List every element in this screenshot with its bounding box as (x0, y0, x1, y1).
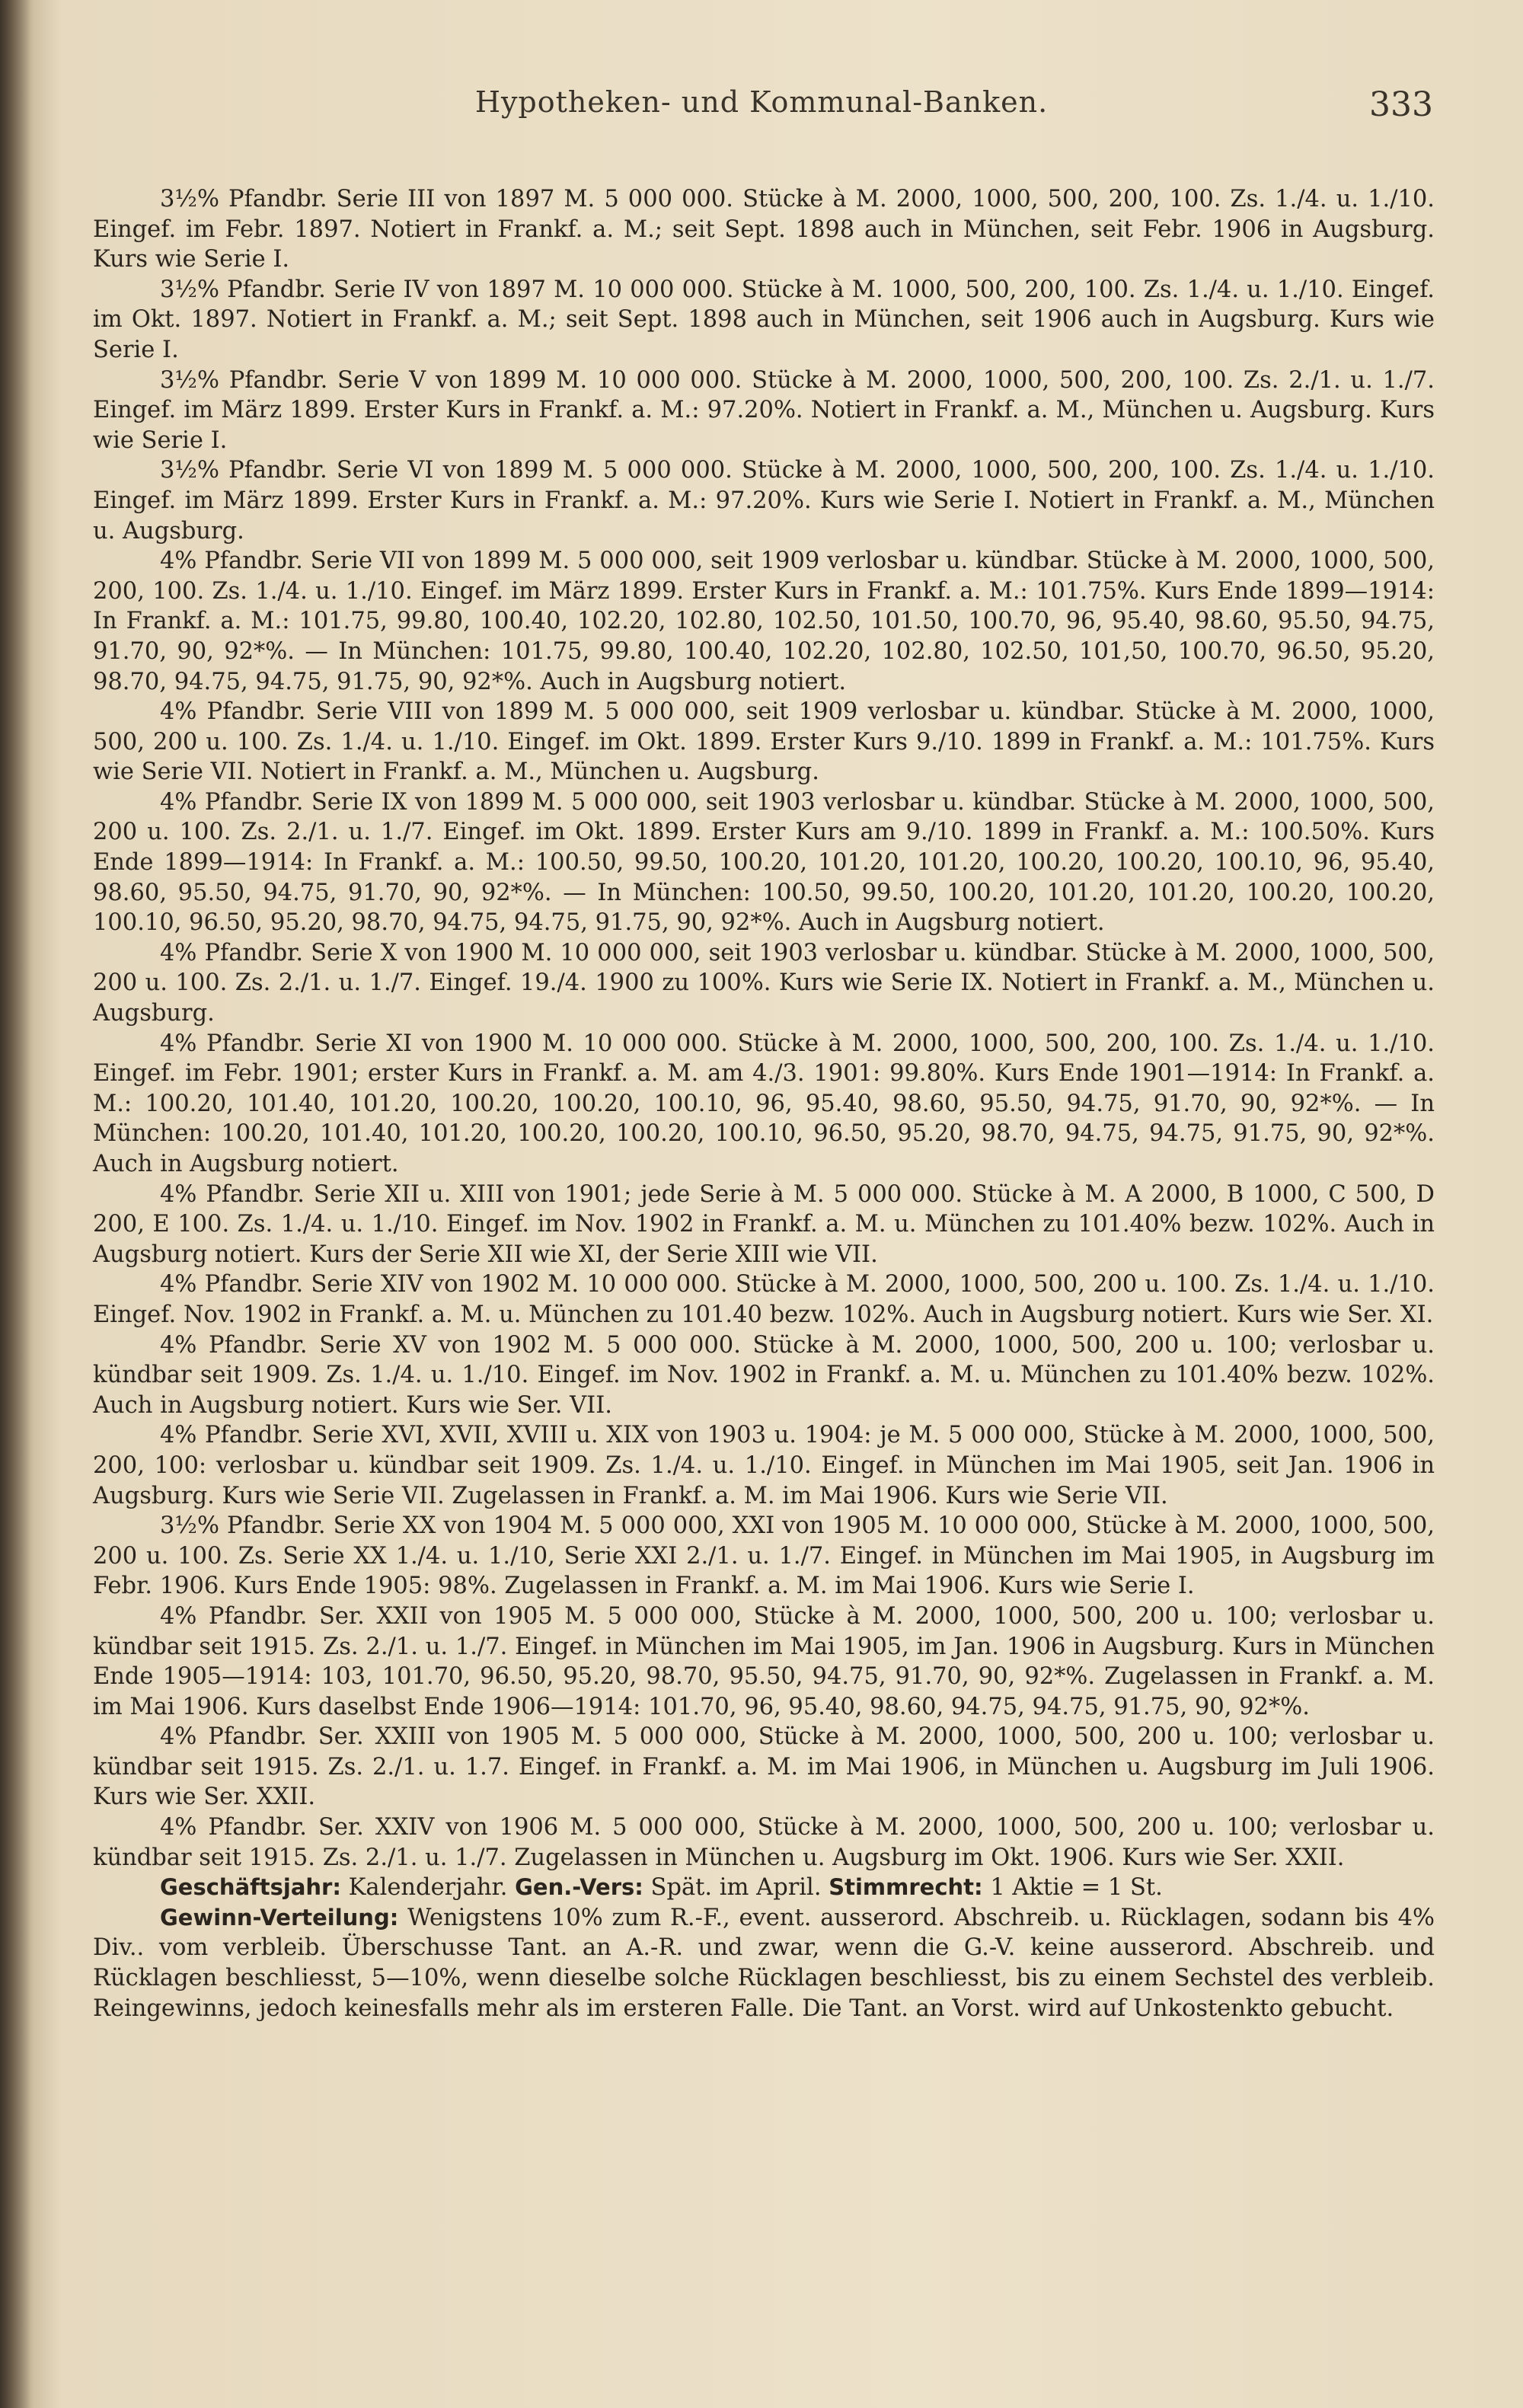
paragraph-serie-ix: 4% Pfandbr. Serie IX von 1899 M. 5 000 000, seit 1903 verlosbar u. kündbar. Stücke à M. 2000, 1000, 500, 200 u. 100. Zs. 2./1. u. 1./7. Eingef. im Okt. 1899. Erster Kurs am 9./10. 1899 in Frankf. a. M.: 100.50%. Kurs Ende 1899—1914: In Frankf. a. M.: 100.50, 99.50, 100.20, 101.20, 101.20, 100.20, 100.20, 100.10, 96, 95.40, 98.60, 95.50, 94.75, 91.70, 90, 92*%. — In München: 100.50, 99.50, 100.20, 101.20, 101.20, 100.20, 100.20, 100.10, 96.50, 95.20, 98.70, 94.75, 94.75, 91.75, 90, 92*%. Auch in Augsburg notiert. (93, 788, 1435, 937)
paragraph-serie-xvi-xix: 4% Pfandbr. Serie XVI, XVII, XVIII u. XIX von 1903 u. 1904: je M. 5 000 000, Stücke à M. 2000, 1000, 500, 200, 100: verlosbar u. kündbar seit 1909. Zs. 1./4. u. 1./10. Eingef. in München im Mai 1905, seit Jan. 1906 in Augsburg. Kurs wie Serie VII. Zugelassen in Frankf. a. M. im Mai 1906. Kurs wie Serie VII. (93, 1422, 1435, 1509)
paragraph-serie-xv: 4% Pfandbr. Serie XV von 1902 M. 5 000 000. Stücke à M. 2000, 1000, 500, 200 u. 100; verlosbar u. kündbar seit 1909. Zs. 1./4. u. 1./10. Eingef. im Nov. 1902 in Frankf. a. M. u. München zu 101.40% bezw. 102%. Auch in Augsburg notiert. Kurs wie Ser. VII. (93, 1331, 1435, 1419)
value-gewinn-verteilung: Wenigstens 10% zum R.-F., event. ausserord. Abschreib. u. Rücklagen, sodann bis 4% Div.. vom verbleib. Überschusse Tant. an A.-R. und zwar, wenn die G.-V. keine ausserord. Abschreib. und Rücklagen beschliesst, 5—10%, wenn dieselbe solche Rücklagen beschliesst, bis zu einem Sechstel des verbleib. Reingewinns, jedoch keinesfalls mehr als im ersteren Falle. Die Tant. an Vorst. wird auf Unkostenkto gebucht. (93, 1904, 1435, 2022)
running-title: Hypotheken- und Kommunal-Banken. (474, 85, 1049, 119)
page-header (0, 85, 1523, 139)
paragraph-serie-xii-xiii: 4% Pfandbr. Serie XII u. XIII von 1901; jede Serie à M. 5 000 000. Stücke à M. A 2000, B 1000, C 500, D 200, E 100. Zs. 1./4. u. 1./10. Eingef. im Nov. 1902 in Frankf. a. M. u. München zu 101.40% bezw. 102%. Auch in Augsburg notiert. Kurs der Serie XII wie XI, der Serie XIII wie VII. (93, 1180, 1435, 1268)
paragraph-serie-x: 4% Pfandbr. Serie X von 1900 M. 10 000 000, seit 1903 verlosbar u. kündbar. Stücke à M. 2000, 1000, 500, 200 u. 100. Zs. 2./1. u. 1./7. Eingef. 19./4. 1900 zu 100%. Kurs wie Serie IX. Notiert in Frankf. a. M., München u. Augsburg. (93, 939, 1435, 1027)
paragraph-serie-vi: 3½% Pfandbr. Serie VI von 1899 M. 5 000 000. Stücke à M. 2000, 1000, 500, 200, 100. Zs. 1./4. u. 1./10. Eingef. im März 1899. Erster Kurs in Frankf. a. M.: 97.20%. Kurs wie Serie I. Notiert in Frankf. a. M., München u. Augsburg. (93, 457, 1435, 545)
label-gewinn-verteilung: Gewinn-Verteilung: (160, 1904, 399, 1931)
value-stimmrecht: 1 Aktie = 1 St. (982, 1874, 1163, 1902)
paragraph-serie-xx-xxi: 3½% Pfandbr. Serie XX von 1904 M. 5 000 000, XXI von 1905 M. 10 000 000, Stücke à M. 2000, 1000, 500, 200 u. 100. Zs. Serie XX 1./4. u. 1./10, Serie XXI 2./1. u. 1./7. Eingef. in München im Mai 1905, in Augsburg im Febr. 1906. Kurs Ende 1905: 98%. Zugelassen in Frankf. a. M. im Mai 1906. Kurs wie Serie I. (93, 1512, 1435, 1600)
paragraph-serie-iv: 3½% Pfandbr. Serie IV von 1897 M. 10 000 000. Stücke à M. 1000, 500, 200, 100. Zs. 1./4. u. 1./10. Eingef. im Okt. 1897. Notiert in Frankf. a. M.; seit Sept. 1898 auch in München, seit 1906 auch in Augsburg. Kurs wie Serie I. (93, 276, 1435, 363)
value-geschaeftsjahr: Kalenderjahr. (340, 1874, 516, 1902)
binding-shadow (0, 0, 30, 2408)
paragraph-serie-xxiv: 4% Pfandbr. Ser. XXIV von 1906 M. 5 000 000, Stücke à M. 2000, 1000, 500, 200 u. 100; verlosbar u. kündbar seit 1915. Zs. 2./1. u. 1./7. Zugelassen in München u. Augsburg im Okt. 1906. Kurs wie Ser. XXII. (93, 1814, 1435, 1871)
paragraph-serie-viii: 4% Pfandbr. Serie VIII von 1899 M. 5 000 000, seit 1909 verlosbar u. kündbar. Stücke à M. 2000, 1000, 500, 200 u. 100. Zs. 1./4. u. 1./10. Eingef. im Okt. 1899. Erster Kurs 9./10. 1899 in Frankf. a. M.: 101.75%. Kurs wie Serie VII. Notiert in Frankf. a. M., München u. Augsburg. (93, 698, 1435, 786)
page-number: 333 (1369, 85, 1433, 124)
paragraph-serie-xi: 4% Pfandbr. Serie XI von 1900 M. 10 000 000. Stücke à M. 2000, 1000, 500, 200, 100. Zs. 1./4. u. 1./10. Eingef. im Febr. 1901; erster Kurs in Frankf. a. M. am 4./3. 1901: 99.80%. Kurs Ende 1901—1914: In Frankf. a. M.: 100.20, 101.40, 101.20, 100.20, 100.20, 100.10, 96, 95.40, 98.60, 95.50, 94.75, 91.70, 90, 92*%. — In München: 100.20, 101.40, 101.20, 100.20, 100.20, 100.10, 96.50, 95.20, 98.70, 94.75, 94.75, 91.75, 90, 92*%. Auch in Augsburg notiert. (93, 1030, 1435, 1177)
paragraph-serie-iii: 3½% Pfandbr. Serie III von 1897 M. 5 000 000. Stücke à M. 2000, 1000, 500, 200, 100. Zs. 1./4. u. 1./10. Eingef. im Febr. 1897. Notiert in Frankf. a. M.; seit Sept. 1898 auch in München, seit Febr. 1906 in Augsburg. Kurs wie Serie I. (93, 186, 1435, 273)
paragraph-geschaeftsjahr (93, 1873, 1435, 1903)
paragraph-gewinn-verteilung (93, 1903, 1435, 2023)
label-gen-vers: Gen.-Vers: (515, 1874, 643, 1901)
paragraph-serie-vii: 4% Pfandbr. Serie VII von 1899 M. 5 000 000, seit 1909 verlosbar u. kündbar. Stücke à M. 2000, 1000, 500, 200, 100. Zs. 1./4. u. 1./10. Eingef. im März 1899. Erster Kurs in Frankf. a. M.: 101.75%. Kurs Ende 1899—1914: In Frankf. a. M.: 101.75, 99.80, 100.40, 102.20, 102.80, 102.50, 101.50, 100.70, 96, 95.40, 98.60, 95.50, 94.75, 91.70, 90, 92*%. — In München: 101.75, 99.80, 100.40, 102.20, 102.80, 102.50, 101,50, 100.70, 96.50, 95.20, 98.70, 94.75, 94.75, 91.75, 90, 92*%. Auch in Augsburg notiert. (93, 548, 1435, 695)
label-geschaeftsjahr: Geschäftsjahr: (160, 1874, 341, 1901)
value-gen-vers: Spät. im April. (643, 1874, 829, 1902)
paragraph-serie-xxii: 4% Pfandbr. Ser. XXII von 1905 M. 5 000 000, Stücke à M. 2000, 1000, 500, 200 u. 100; verlosbar u. kündbar seit 1915. Zs. 2./1. u. 1./7. Eingef. in München im Mai 1905, im Jan. 1906 in Augsburg. Kurs in München Ende 1905—1914: 103, 101.70, 96.50, 95.20, 98.70, 95.50, 94.75, 91.70, 90, 92*%. Zugelassen in Frankf. a. M. im Mai 1906. Kurs daselbst Ende 1906—1914: 101.70, 96, 95.40, 98.60, 94.75, 94.75, 91.75, 90, 92*%. (93, 1602, 1435, 1720)
label-stimmrecht: Stimmrecht: (829, 1874, 983, 1901)
paragraph-serie-xxiii: 4% Pfandbr. Ser. XXIII von 1905 M. 5 000 000, Stücke à M. 2000, 1000, 500, 200 u. 100; verlosbar u. kündbar seit 1915. Zs. 2./1. u. 1.7. Eingef. in Frankf. a. M. im Mai 1906, in München u. Augsburg im Juli 1906. Kurs wie Ser. XXII. (93, 1723, 1435, 1811)
paragraph-serie-v: 3½% Pfandbr. Serie V von 1899 M. 10 000 000. Stücke à M. 2000, 1000, 500, 200, 100. Zs. 2./1. u. 1./7. Eingef. im März 1899. Erster Kurs in Frankf. a. M.: 97.20%. Notiert in Frankf. a. M., München u. Augsburg. Kurs wie Serie I. (93, 366, 1435, 454)
paragraph-serie-xiv: 4% Pfandbr. Serie XIV von 1902 M. 10 000 000. Stücke à M. 2000, 1000, 500, 200 u. 100. Zs. 1./4. u. 1./10. Eingef. Nov. 1902 in Frankf. a. M. u. München zu 101.40 bezw. 102%. Auch in Augsburg notiert. Kurs wie Ser. XI. (93, 1271, 1435, 1328)
main-text (93, 184, 1435, 2023)
